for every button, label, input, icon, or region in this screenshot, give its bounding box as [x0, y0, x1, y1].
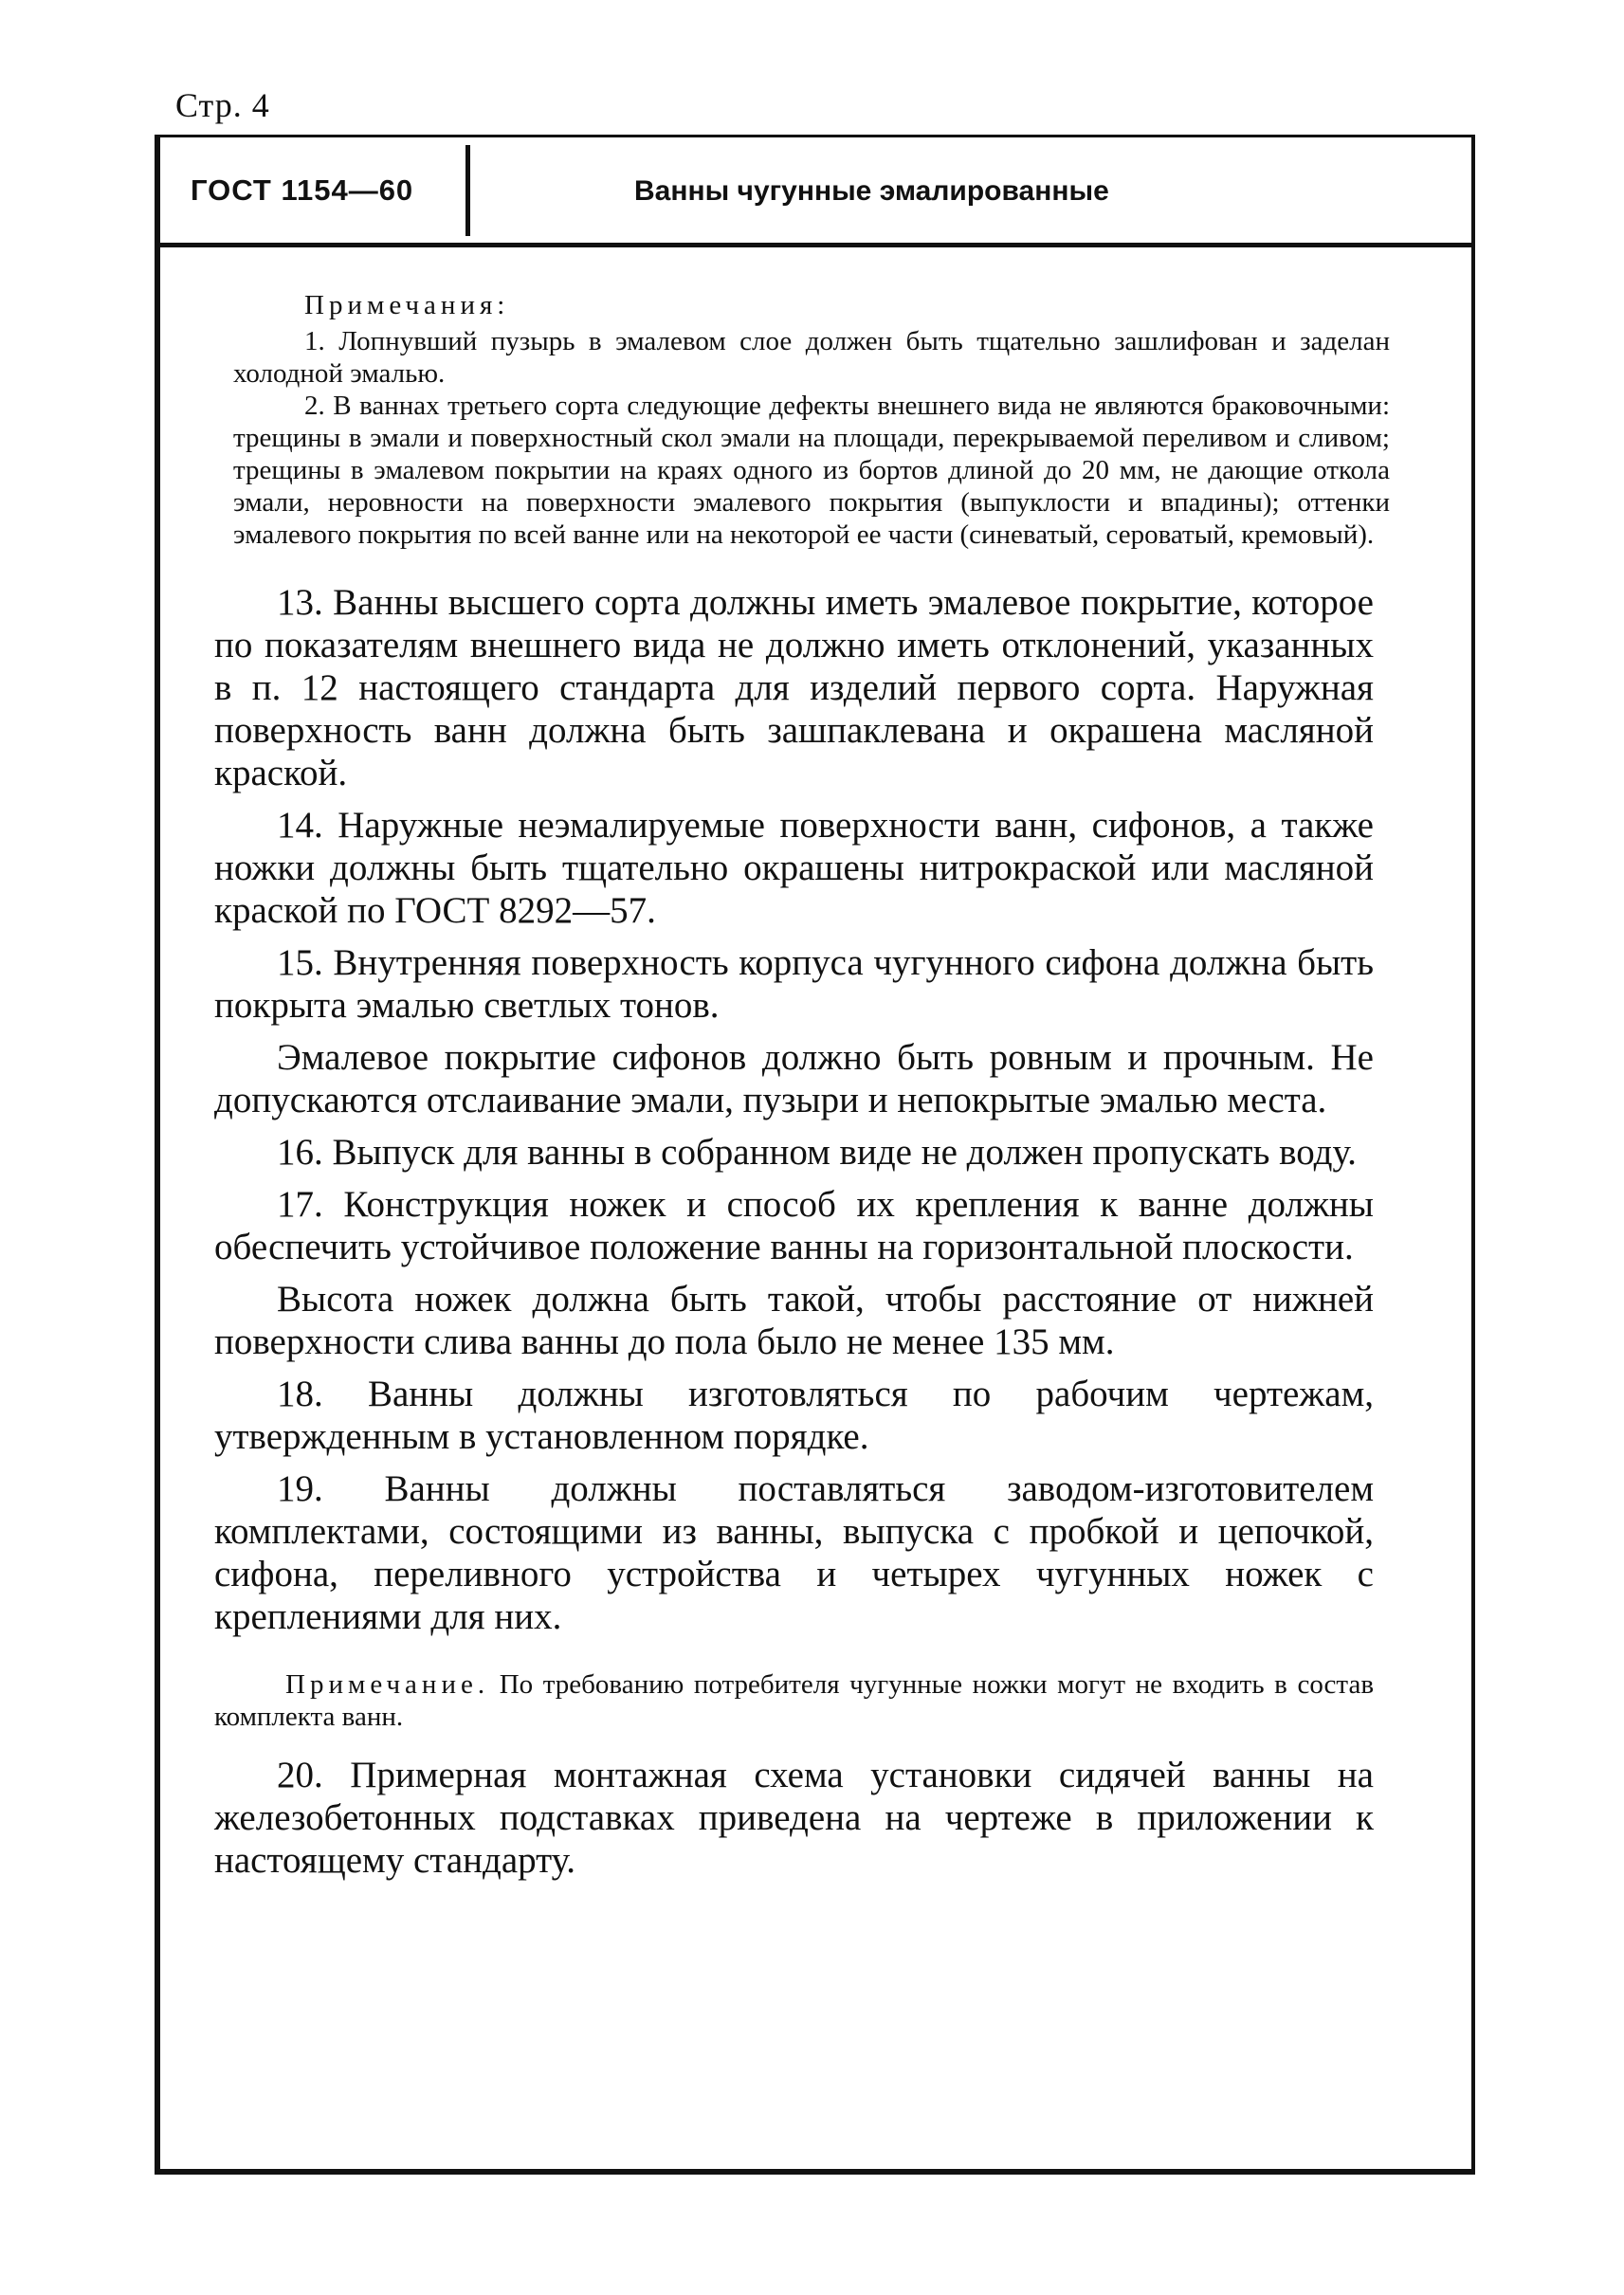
document-title: Ванны чугунные эмалированные [634, 175, 1109, 207]
paragraph-18: 18. Ванны должны изготовляться по рабочим чертежам, утвержденным в установленном порядке. [214, 1374, 1374, 1457]
note-2 [214, 1668, 1374, 1733]
note-item-2: 2. В ваннах третьего сорта следующие дефекты внешнего вида не являются браковочными: трещины в эмали и поверхностный скол эмали на площади, перекрываемой переливом и сливом; трещины в эмалевом покрытии на краях одного из бортов длиной до 20 мм, не дающие откола эмали, неровности на поверхности эмалевого покрытия (выпуклости и впадины); оттенки эмалевого покрытия по всей ванне или на некоторой ее части (синеватый, сероватый, кремовый). [233, 391, 1390, 550]
paragraph-17-continued: Высота ножек должна быть такой, чтобы расстояние от нижней поверхности слива ванны до пола было не менее 135 мм. [214, 1279, 1374, 1362]
note-2-text: По требованию потребителя чугунные ножки могут не входить в состав комплекта ванн. [214, 1669, 1375, 1732]
paragraph-19: 19. Ванны должны поставляться заводом-изготовителем комплектами, состоящими из ванны, выпуска с пробкой и цепочкой, сифона, переливного устройства и четырех чугунных ножек с креплениями для них. [214, 1468, 1374, 1637]
note-item-1: 1. Лопнувший пузырь в эмалевом слое должен быть тщательно зашлифован и заделан холодной эмалью. [233, 326, 1390, 389]
paragraph-13: 13. Ванны высшего сорта должны иметь эмалевое покрытие, которое по показателям внешнего вида не должно иметь отклонений, указанных в п. 12 настоящего стандарта для изделий первого сорта. Наружная поверхность ванн должна быть зашпаклевана и окрашена масляной краской. [214, 582, 1374, 793]
paragraph-14: 14. Наружные неэмалируемые поверхности ванн, сифонов, а также ножки должны быть тщательно окрашены нитрокраской или масляной краской по ГОСТ 8292—57. [214, 805, 1374, 931]
note-block-2 [214, 1668, 1374, 1733]
notes-block [233, 289, 1390, 551]
page-number: Стр. 4 [175, 86, 270, 124]
paragraph-15-continued: Эмалевое покрытие сифонов должно быть ровным и прочным. Не допускаются отслаивание эмали, пузыри и непокрытые эмалью места. [214, 1037, 1374, 1120]
note-2-heading: Примечание. [285, 1669, 490, 1700]
paragraph-20: 20. Примерная монтажная схема установки сидячей ванны на железобетонных подставках приведена на чертеже в приложении к настоящему стандарту. [214, 1755, 1374, 1881]
paragraph-17: 17. Конструкция ножек и способ их крепления к ванне должны обеспечить устойчивое положение ванны на горизонтальной плоскости. [214, 1184, 1374, 1267]
document-body [214, 289, 1390, 1882]
document-frame [155, 135, 1475, 2175]
paragraph-16: 16. Выпуск для ванны в собранном виде не должен пропускать воду. [277, 1132, 1357, 1173]
document-header [160, 137, 1471, 247]
header-divider [465, 145, 470, 236]
standard-code: ГОСТ 1154—60 [191, 173, 414, 207]
notes-heading: Примечания: [304, 290, 510, 320]
paragraph-15: 15. Внутренняя поверхность корпуса чугунного сифона должна быть покрыта эмалью светлых тонов. [214, 942, 1374, 1026]
